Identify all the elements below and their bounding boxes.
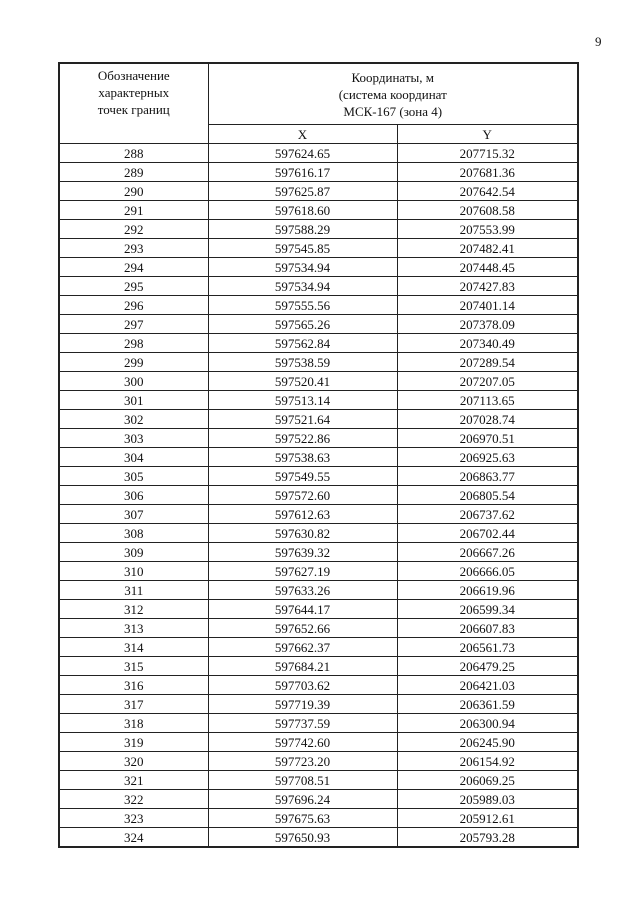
header-line: МСК-167 (зона 4) [343, 104, 443, 119]
header-line: Обозначение [97, 68, 170, 83]
point-id-cell: 313 [59, 619, 208, 638]
y-coordinate-cell: 207482.41 [397, 239, 578, 258]
table-row [59, 391, 578, 410]
point-id-cell: 297 [59, 315, 208, 334]
point-id-cell: 306 [59, 486, 208, 505]
y-coordinate-cell: 207401.14 [397, 296, 578, 315]
table-row [59, 657, 578, 676]
x-coordinate-cell: 597684.21 [208, 657, 397, 676]
table-row [59, 771, 578, 790]
point-id-cell: 321 [59, 771, 208, 790]
point-id-cell: 310 [59, 562, 208, 581]
point-id-cell: 309 [59, 543, 208, 562]
table-row [59, 543, 578, 562]
x-coordinate-cell: 597708.51 [208, 771, 397, 790]
point-id-cell: 298 [59, 334, 208, 353]
table-row [59, 334, 578, 353]
point-id-cell: 324 [59, 828, 208, 848]
x-coordinate-cell: 597616.17 [208, 163, 397, 182]
y-coordinate-cell: 207113.65 [397, 391, 578, 410]
point-id-cell: 304 [59, 448, 208, 467]
point-id-cell: 312 [59, 600, 208, 619]
point-id-cell: 320 [59, 752, 208, 771]
y-coordinate-cell: 207608.58 [397, 201, 578, 220]
point-id-cell: 300 [59, 372, 208, 391]
point-id-cell: 319 [59, 733, 208, 752]
x-coordinate-cell: 597545.85 [208, 239, 397, 258]
y-coordinate-cell: 206925.63 [397, 448, 578, 467]
y-coordinate-cell: 206666.05 [397, 562, 578, 581]
x-coordinate-cell: 597562.84 [208, 334, 397, 353]
x-coordinate-cell: 597520.41 [208, 372, 397, 391]
y-coordinate-cell: 205793.28 [397, 828, 578, 848]
x-coordinate-cell: 597521.64 [208, 410, 397, 429]
point-id-cell: 315 [59, 657, 208, 676]
point-id-cell: 289 [59, 163, 208, 182]
y-coordinate-cell: 206245.90 [397, 733, 578, 752]
table-row [59, 467, 578, 486]
table-row [59, 296, 578, 315]
table-row [59, 790, 578, 809]
table-row [59, 619, 578, 638]
table-row [59, 429, 578, 448]
x-coordinate-cell: 597662.37 [208, 638, 397, 657]
x-coordinate-cell: 597538.59 [208, 353, 397, 372]
x-coordinate-cell: 597723.20 [208, 752, 397, 771]
x-column-header: X [208, 125, 397, 144]
x-coordinate-cell: 597675.63 [208, 809, 397, 828]
point-id-cell: 290 [59, 182, 208, 201]
y-coordinate-cell: 206607.83 [397, 619, 578, 638]
point-id-cell: 311 [59, 581, 208, 600]
page-number: 9 [595, 34, 602, 49]
y-coordinate-cell: 207715.32 [397, 144, 578, 163]
table-row [59, 695, 578, 714]
y-coordinate-cell: 205912.61 [397, 809, 578, 828]
point-id-cell: 301 [59, 391, 208, 410]
point-id-cell: 305 [59, 467, 208, 486]
coordinates-header [208, 63, 578, 125]
table-row [59, 448, 578, 467]
x-coordinate-cell: 597652.66 [208, 619, 397, 638]
point-id-cell: 299 [59, 353, 208, 372]
x-coordinate-cell: 597742.60 [208, 733, 397, 752]
point-id-cell: 288 [59, 144, 208, 163]
table-row [59, 258, 578, 277]
table-body [59, 144, 578, 848]
table-row [59, 600, 578, 619]
header-line: точек границ [97, 102, 170, 117]
table-row [59, 239, 578, 258]
x-coordinate-cell: 597696.24 [208, 790, 397, 809]
table-row [59, 201, 578, 220]
point-id-cell: 302 [59, 410, 208, 429]
y-coordinate-cell: 206970.51 [397, 429, 578, 448]
point-id-cell: 314 [59, 638, 208, 657]
table-row [59, 828, 578, 848]
point-id-cell: 291 [59, 201, 208, 220]
x-coordinate-cell: 597588.29 [208, 220, 397, 239]
point-id-cell: 308 [59, 524, 208, 543]
y-coordinate-cell: 207028.74 [397, 410, 578, 429]
coordinates-table [58, 62, 579, 848]
point-id-cell: 318 [59, 714, 208, 733]
y-coordinate-cell: 206702.44 [397, 524, 578, 543]
y-coordinate-cell: 206361.59 [397, 695, 578, 714]
point-id-cell: 303 [59, 429, 208, 448]
x-coordinate-cell: 597534.94 [208, 277, 397, 296]
point-id-cell: 295 [59, 277, 208, 296]
header-line: характерных [98, 85, 170, 100]
x-coordinate-cell: 597618.60 [208, 201, 397, 220]
table-row [59, 277, 578, 296]
table-row [59, 581, 578, 600]
y-coordinate-cell: 207553.99 [397, 220, 578, 239]
y-coordinate-cell: 207448.45 [397, 258, 578, 277]
x-coordinate-cell: 597703.62 [208, 676, 397, 695]
x-coordinate-cell: 597625.87 [208, 182, 397, 201]
x-coordinate-cell: 597639.32 [208, 543, 397, 562]
table-row [59, 562, 578, 581]
point-id-cell: 292 [59, 220, 208, 239]
point-id-cell: 294 [59, 258, 208, 277]
table-row [59, 809, 578, 828]
y-coordinate-cell: 206300.94 [397, 714, 578, 733]
table-row [59, 372, 578, 391]
y-coordinate-cell: 207289.54 [397, 353, 578, 372]
table-row [59, 486, 578, 505]
y-coordinate-cell: 206805.54 [397, 486, 578, 505]
x-coordinate-cell: 597538.63 [208, 448, 397, 467]
x-coordinate-cell: 597555.56 [208, 296, 397, 315]
y-coordinate-cell: 206737.62 [397, 505, 578, 524]
table-row [59, 714, 578, 733]
x-coordinate-cell: 597534.94 [208, 258, 397, 277]
y-coordinate-cell: 206421.03 [397, 676, 578, 695]
table-row [59, 676, 578, 695]
point-designation-header [59, 63, 208, 144]
point-id-cell: 293 [59, 239, 208, 258]
table-row [59, 220, 578, 239]
table-row [59, 410, 578, 429]
x-coordinate-cell: 597737.59 [208, 714, 397, 733]
table-row [59, 182, 578, 201]
table-row [59, 524, 578, 543]
y-coordinate-cell: 207378.09 [397, 315, 578, 334]
x-coordinate-cell: 597565.26 [208, 315, 397, 334]
table-row [59, 733, 578, 752]
y-coordinate-cell: 206154.92 [397, 752, 578, 771]
x-coordinate-cell: 597549.55 [208, 467, 397, 486]
table-row [59, 144, 578, 163]
point-id-cell: 316 [59, 676, 208, 695]
point-id-cell: 317 [59, 695, 208, 714]
table-row [59, 315, 578, 334]
y-coordinate-cell: 206619.96 [397, 581, 578, 600]
table-row [59, 353, 578, 372]
y-coordinate-cell: 207681.36 [397, 163, 578, 182]
x-coordinate-cell: 597644.17 [208, 600, 397, 619]
y-coordinate-cell: 205989.03 [397, 790, 578, 809]
y-coordinate-cell: 207340.49 [397, 334, 578, 353]
y-coordinate-cell: 206069.25 [397, 771, 578, 790]
point-id-cell: 296 [59, 296, 208, 315]
y-coordinate-cell: 206599.34 [397, 600, 578, 619]
y-coordinate-cell: 206863.77 [397, 467, 578, 486]
table-row [59, 638, 578, 657]
x-coordinate-cell: 597513.14 [208, 391, 397, 410]
y-coordinate-cell: 207642.54 [397, 182, 578, 201]
y-column-header: Y [397, 125, 578, 144]
y-coordinate-cell: 207207.05 [397, 372, 578, 391]
x-coordinate-cell: 597572.60 [208, 486, 397, 505]
y-coordinate-cell: 207427.83 [397, 277, 578, 296]
table-row [59, 163, 578, 182]
header-line: Координаты, м [351, 70, 434, 85]
x-coordinate-cell: 597612.63 [208, 505, 397, 524]
x-coordinate-cell: 597650.93 [208, 828, 397, 848]
point-id-cell: 307 [59, 505, 208, 524]
x-coordinate-cell: 597624.65 [208, 144, 397, 163]
x-coordinate-cell: 597630.82 [208, 524, 397, 543]
y-coordinate-cell: 206561.73 [397, 638, 578, 657]
table-row [59, 752, 578, 771]
x-coordinate-cell: 597522.86 [208, 429, 397, 448]
x-coordinate-cell: 597627.19 [208, 562, 397, 581]
header-line: (система координат [338, 87, 447, 102]
y-coordinate-cell: 206479.25 [397, 657, 578, 676]
table-row [59, 505, 578, 524]
table-header [59, 63, 578, 144]
point-id-cell: 323 [59, 809, 208, 828]
y-coordinate-cell: 206667.26 [397, 543, 578, 562]
point-id-cell: 322 [59, 790, 208, 809]
x-coordinate-cell: 597719.39 [208, 695, 397, 714]
x-coordinate-cell: 597633.26 [208, 581, 397, 600]
